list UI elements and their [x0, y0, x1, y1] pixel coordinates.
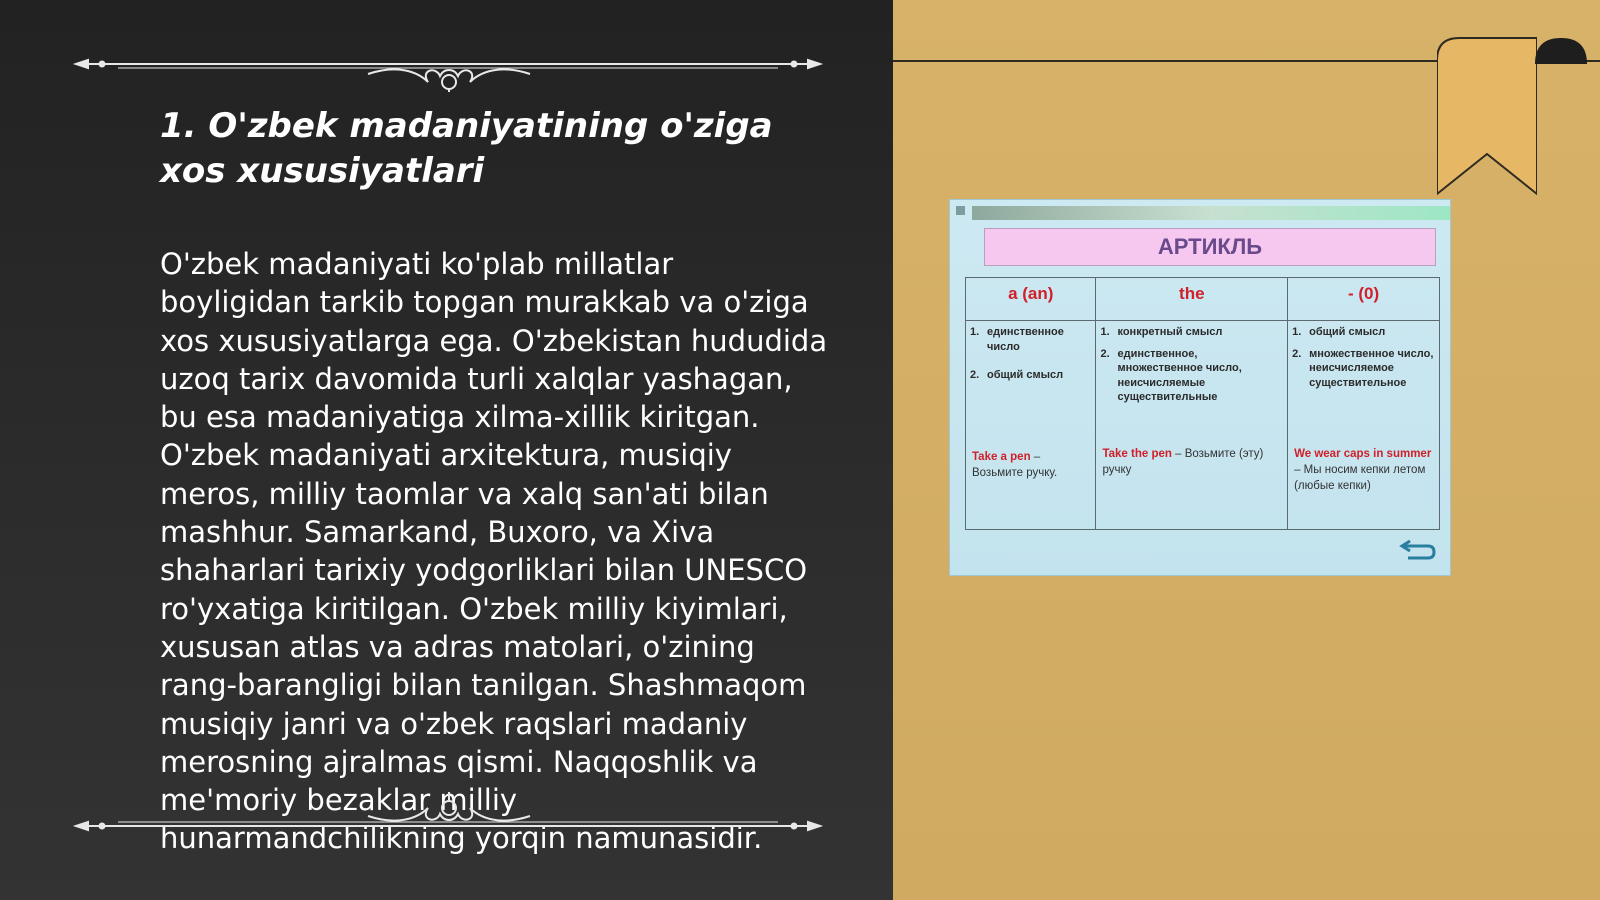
list-item: 2. единственное, множественное число, неисчисляемые существительные [1100, 347, 1242, 403]
ornament-divider-bottom [68, 784, 828, 834]
list-item: 1. общий смысл [1292, 326, 1386, 338]
table-header-cell: - (0) [1288, 278, 1440, 321]
table-cell-the [1096, 321, 1288, 530]
article-table-image [950, 200, 1450, 575]
image-top-bar [972, 206, 1450, 220]
table-cell-zero [1288, 321, 1440, 530]
list-item: 2. множественное число, неисчисляемое существительное [1292, 347, 1434, 389]
table-header-cell: the [1096, 278, 1288, 321]
bookmark-ribbon-icon [1437, 36, 1537, 196]
table-header-cell: a (an) [966, 278, 1096, 321]
return-arrow-icon [1398, 538, 1436, 562]
image-heading: АРТИКЛЬ [984, 228, 1436, 266]
table-cell-a [966, 321, 1096, 530]
table-row [966, 321, 1440, 530]
right-image-panel [893, 0, 1600, 900]
list-item: 2. общий смысл [970, 369, 1064, 381]
ornament-divider-top [68, 42, 828, 92]
example-text: Take the pen – Возьмите (эту) ручку [1102, 448, 1264, 476]
list-item: 1. единственное число [970, 326, 1064, 353]
list-item: 1. конкретный смысл [1100, 326, 1223, 338]
article-table [965, 277, 1440, 530]
example-text: We wear caps in summer – Мы носим кепки летом (любые кепки) [1294, 448, 1432, 492]
table-header-row [966, 278, 1440, 321]
image-corner-mark [956, 206, 965, 215]
slide-body-text: O'zbek madaniyati ko'plab millatlar boyligidan tarkib topgan murakkab va o'ziga xos xususiyatlarga ega. O'zbekistan hududida uzoq tarix davomida turli xalqlar yashagan, bu esa madaniyatiga xilma-xillik kiritgan. O'zbek madaniyati arxitektura, musiqiy meros, milliy taomlar va xalq san'ati bilan mashhur. Samarkand, Buxoro, va Xiva shaharlari tarixiy yodgorliklari bilan UNESCO ro'yxatiga kiritilgan. O'zbek milliy kiyimlari, xususan atlas va adras matolari, o'zining rang-barangligi bilan tanilgan. Shashmaqom musiqiy janri va o'zbek raqslari madaniy merosning ajralmas qismi. Naqqoshlik va me'moriy bezaklar milliy hunarmandchilikning yorqin namunasidir. [160, 247, 828, 856]
example-text: Take a pen – Возьмите ручку. [972, 451, 1058, 479]
bookmark-curl-icon [1533, 36, 1593, 66]
slide-title: 1. O'zbek madaniyatining o'ziga xos xususiyatlari [160, 106, 773, 191]
